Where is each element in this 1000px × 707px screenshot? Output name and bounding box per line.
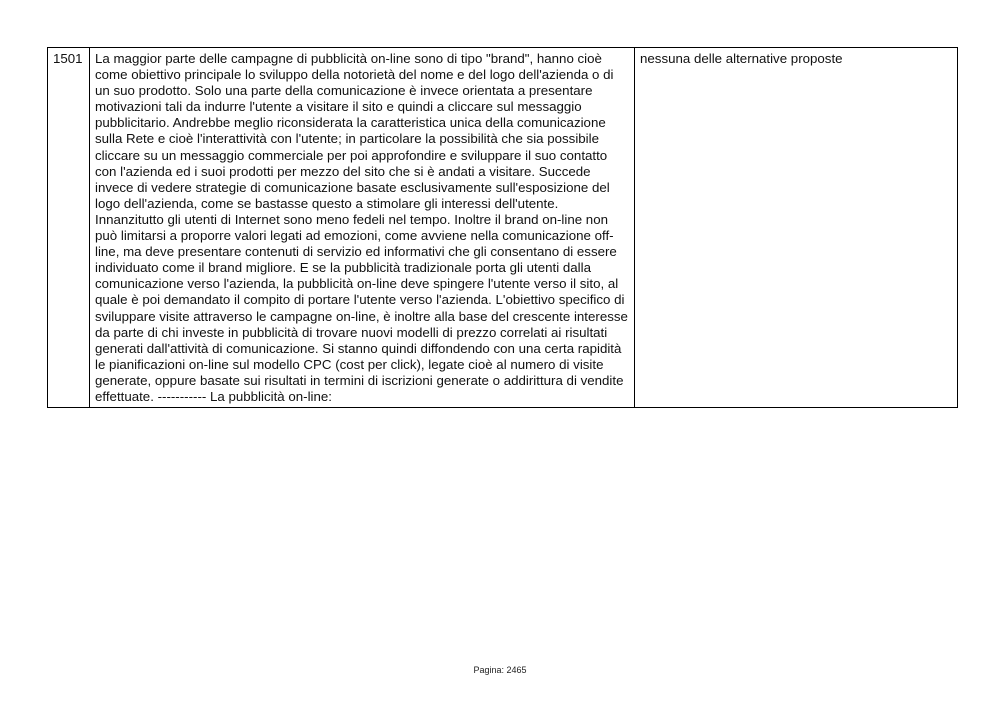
question-text: La maggior parte delle campagne di pubblicità on-line sono di tipo "brand", hanno cioè come obiettivo principale lo sviluppo della notorietà del nome e del logo dell'azienda o di un suo prodotto. Solo una parte della comunicazione è invece orientata a presentare motivazioni tali da indurre l'utente a visitare il sito e quindi a cliccare sul messaggio pubblicitario. Andrebbe meglio riconsiderata la caratteristica unica della comunicazione sulla Rete e cioè l'interattività con l'utente; in particolare la possibilità che sia possibile cliccare su un messaggio commerciale per poi approfondire e sviluppare il suo contatto con l'azienda ed i suoi prodotti per mezzo del sito che si è andati a visitare. Succede invece di vedere strategie di comunicazione basate esclusivamente sull'esposizione del logo dell'azienda, come se bastasse questo a stimolare gli interessi dell'utente. Innanzitutto gli utenti di Internet sono meno fedeli nel tempo. Inoltre il brand on-line non può limitarsi a proporre valori legati ad emozioni, come avviene nella comunicazione off-line, ma deve presentare contenuti di servizio ed informativi che gli consentano di essere individuato come il brand migliore. E se la pubblicità tradizionale porta gli utenti dalla comunicazione verso l'azienda, la pubblicità on-line deve spingere l'utente verso il sito, al quale è poi demandato il compito di portare l'utente verso l'azienda. L'obiettivo specifico di sviluppare visite attraverso le campagne on-line, è inoltre alla base del crescente interesse da parte di chi investe in pubblicità di trovare nuovi modelli di prezzo correlati ai risultati generati dall'attività di comunicazione. Si stanno quindi diffondendo con una certa rapidità le pianificazioni on-line sul modello CPC (cost per click), legate cioè al numero di visite generate, oppure basate sui risultati in termini di iscrizioni generate o addirittura di vendite effettuate. ----------- La pubblicità on-line:	[90, 48, 635, 408]
page-number: Pagina: 2465	[473, 665, 527, 675]
question-table	[47, 47, 958, 408]
question-number: 1501	[48, 48, 90, 408]
answer-cell: nessuna delle alternative proposte	[635, 48, 958, 408]
table-row	[48, 48, 958, 408]
